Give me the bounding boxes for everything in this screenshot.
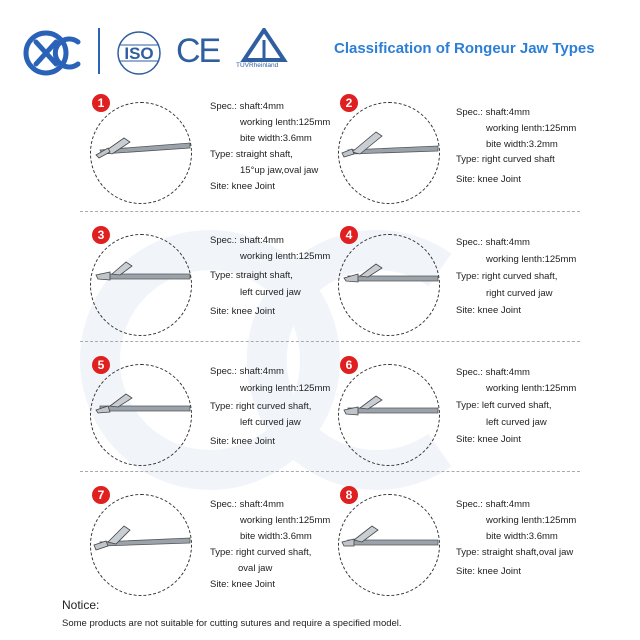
item-number-badge: 6 <box>340 356 358 374</box>
header-divider <box>98 28 100 74</box>
spec-line: working lenth:125mm <box>486 254 577 265</box>
spec-line: Spec.: shaft:4mm <box>456 367 530 378</box>
spec-line: Site: knee Joint <box>456 305 521 316</box>
rongeur-instrument-icon <box>90 364 192 466</box>
spec-line: Type: right curved shaft, <box>210 401 312 412</box>
spec-line: oval jaw <box>238 563 273 574</box>
spec-line: bite width:3.2mm <box>486 139 558 150</box>
spec-line: working lenth:125mm <box>486 515 577 526</box>
notice-title: Notice: <box>62 598 100 612</box>
spec-line: working lenth:125mm <box>240 515 331 526</box>
spec-line: Type: straight shaft, <box>210 149 293 160</box>
ce-mark: CE <box>176 32 220 70</box>
item-number-badge: 5 <box>92 356 110 374</box>
spec-line: left curved jaw <box>240 287 301 298</box>
rongeur-instrument-icon <box>90 234 192 336</box>
spec-line: Type: straight shaft, <box>210 270 293 281</box>
spec-line: 15°up jaw,oval jaw <box>240 165 319 176</box>
spec-line: Site: knee Joint <box>210 306 275 317</box>
spec-line: Spec.: shaft:4mm <box>210 366 284 377</box>
xc-logo-icon <box>22 28 82 78</box>
item-number-badge: 7 <box>92 486 110 504</box>
spec-line: Type: right curved shaft, <box>210 547 312 558</box>
jaw-card-4 <box>338 228 638 354</box>
spec-line: Site: knee Joint <box>210 181 275 192</box>
notice-text: Some products are not suitable for cutting sutures and require a specified model. <box>62 618 402 629</box>
item-number-badge: 1 <box>92 94 110 112</box>
spec-line: working lenth:125mm <box>240 383 331 394</box>
rongeur-instrument-icon <box>338 494 440 596</box>
spec-line: working lenth:125mm <box>240 117 331 128</box>
rongeur-instrument-icon <box>90 102 192 204</box>
spec-line: left curved jaw <box>486 417 547 428</box>
spec-line: Spec.: shaft:4mm <box>210 235 284 246</box>
spec-line: Site: knee Joint <box>456 566 521 577</box>
header <box>0 0 640 90</box>
spec-line: right curved jaw <box>486 288 553 299</box>
spec-line: working lenth:125mm <box>486 123 577 134</box>
spec-line: Site: knee Joint <box>210 579 275 590</box>
item-number-badge: 3 <box>92 226 110 244</box>
spec-line: Site: knee Joint <box>456 174 521 185</box>
spec-line: bite width:3.6mm <box>486 531 558 542</box>
spec-line: working lenth:125mm <box>240 251 331 262</box>
spec-line: Site: knee Joint <box>210 436 275 447</box>
spec-line: Spec.: shaft:4mm <box>456 107 530 118</box>
spec-line: Site: knee Joint <box>456 434 521 445</box>
spec-line: left curved jaw <box>240 417 301 428</box>
svg-text:ISO: ISO <box>124 44 154 63</box>
rongeur-instrument-icon <box>338 234 440 336</box>
spec-line: Type: straight shaft,oval jaw <box>456 547 574 558</box>
spec-line: bite width:3.6mm <box>240 133 312 144</box>
spec-line: Spec.: shaft:4mm <box>456 499 530 510</box>
spec-line: Spec.: shaft:4mm <box>210 101 284 112</box>
item-number-badge: 4 <box>340 226 358 244</box>
iso-logo-icon <box>110 30 168 76</box>
jaw-card-6 <box>338 358 638 484</box>
tuv-logo-icon <box>236 28 292 78</box>
spec-line: Spec.: shaft:4mm <box>210 499 284 510</box>
tuv-label: TÜVRheinland <box>236 62 279 69</box>
spec-line: Spec.: shaft:4mm <box>456 237 530 248</box>
rongeur-instrument-icon <box>338 102 440 204</box>
rongeur-instrument-icon <box>90 494 192 596</box>
item-number-badge: 2 <box>340 94 358 112</box>
jaw-card-8 <box>338 488 638 614</box>
item-number-badge: 8 <box>340 486 358 504</box>
spec-line: Type: right curved shaft <box>456 154 555 165</box>
jaw-card-2 <box>338 96 638 222</box>
spec-line: working lenth:125mm <box>486 383 577 394</box>
spec-line: Type: right curved shaft, <box>456 271 558 282</box>
spec-line: bite width:3.6mm <box>240 531 312 542</box>
spec-line: Type: left curved shaft, <box>456 400 552 411</box>
page-title: Classification of Rongeur Jaw Types <box>334 40 595 57</box>
rongeur-instrument-icon <box>338 364 440 466</box>
